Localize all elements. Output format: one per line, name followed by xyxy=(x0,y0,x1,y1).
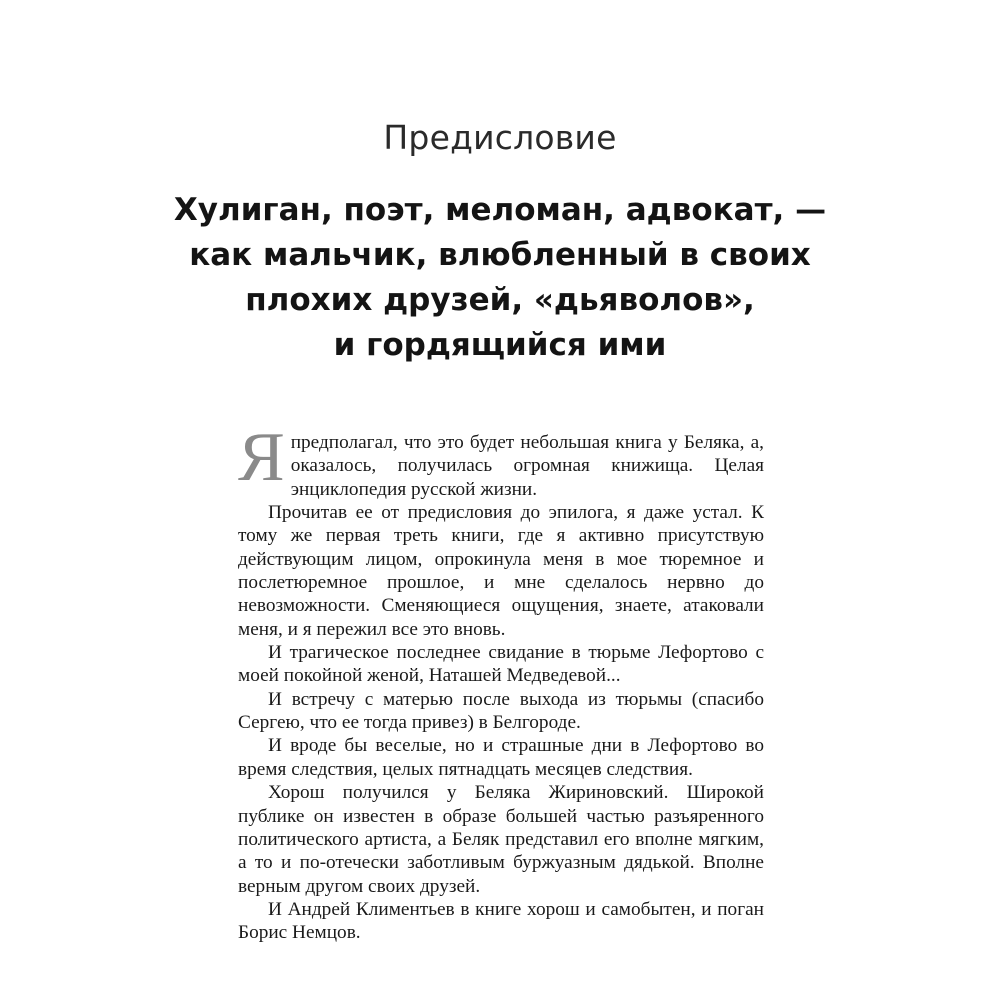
paragraph: И трагическое последнее свидание в тюрьме Лефортово с моей покойной женой, Наташей Медведевой... xyxy=(238,642,764,687)
body-text xyxy=(238,419,764,945)
paragraph: Прочитав ее от предисловия до эпилога, я даже устал. К тому же первая треть книги, где я активно присутствую действующим лицом, опрокинула меня в мое тюремное и послетюремное прошлое, и мне сделалось нервно до невозможности. Сменяющиеся ощущения, знаете, атаковали меня, и я пережил все это вновь. xyxy=(238,502,764,640)
paragraph: Хорош получился у Беляка Жириновский. Широкой публике он известен в образе большей частью разъяренного политического артиста, а Беляк представил его вполне мягким, а то и по-отечески заботливым буржуазным дядькой. Вполне верным другом своих друзей. xyxy=(238,782,764,897)
paragraph xyxy=(238,419,764,501)
paragraph: И Андрей Климентьев в книге хорош и самобытен, и поган Борис Немцов. xyxy=(238,898,764,944)
section-label: Предисловие xyxy=(383,118,617,157)
paragraph: И встречу с матерью после выхода из тюрьмы (спасибо Сергею, что ее тогда привез) в Белгороде. xyxy=(238,688,764,734)
title-line: как мальчик, влюбленный в своих xyxy=(189,237,811,273)
paragraph-text: предполагал, что это будет небольшая книга у Беляка, а, оказалось, получилась огромная книжища. Целая энциклопедия русской жизни. xyxy=(290,432,764,500)
title-line: Хулиган, поэт, меломан, адвокат, — xyxy=(173,192,827,228)
title-line: плохих друзей, «дьяволов», xyxy=(245,282,755,318)
chapter-title xyxy=(0,188,1000,368)
paragraph: И вроде бы веселые, но и страшные дни в Лефортово во время следствия, целых пятнадцать месяцев следствия. xyxy=(238,735,764,780)
title-line: и гордящийся ими xyxy=(333,327,667,363)
drop-cap: Я xyxy=(238,419,285,496)
